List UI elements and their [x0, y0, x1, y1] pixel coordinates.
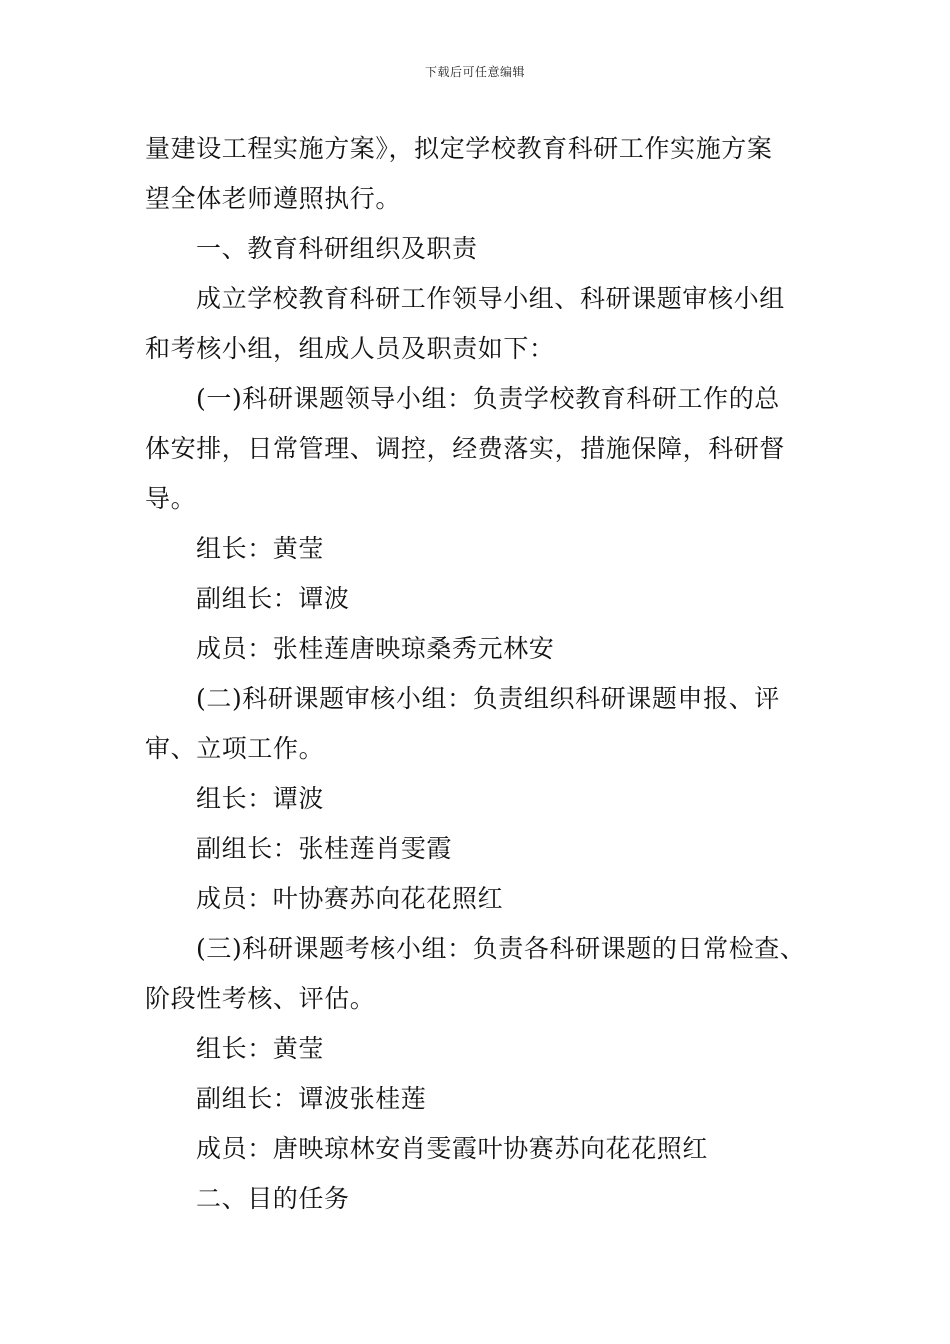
member-line: 成员：叶协赛苏向花花照红 [196, 884, 504, 913]
document-body [145, 124, 825, 1224]
member-line: 副组长：谭波张桂莲 [196, 1084, 427, 1113]
member-line: 成员：唐映琼林安肖雯霞叶协赛苏向花花照红 [196, 1134, 709, 1163]
paragraph-line: 导。 [145, 484, 197, 513]
paragraph-line: 和考核小组，组成人员及职责如下： [145, 334, 555, 363]
member-line: 副组长：张桂莲肖雯霞 [196, 834, 453, 863]
paragraph-line: 望全体老师遵照执行。 [145, 184, 402, 213]
paragraph-line: 审、立项工作。 [145, 734, 325, 763]
member-line: 成员：张桂莲唐映琼桑秀元林安 [196, 634, 555, 663]
subsection-line: (一)科研课题领导小组：负责学校教育科研工作的总 [196, 384, 780, 413]
section-heading: 一、教育科研组织及职责 [196, 234, 478, 263]
subsection-line: (三)科研课题考核小组：负责各科研课题的日常检查、 [196, 934, 806, 963]
member-line: 组长：黄莹 [196, 1034, 325, 1063]
member-line: 副组长：谭波 [196, 584, 350, 613]
paragraph-line: 体安排，日常管理、调控，经费落实，措施保障，科研督 [145, 434, 786, 463]
page-header-note: 下载后可任意编辑 [424, 65, 525, 79]
section-heading: 二、目的任务 [196, 1184, 350, 1213]
member-line: 组长：谭波 [196, 784, 325, 813]
subsection-line: (二)科研课题审核小组：负责组织科研课题申报、评 [196, 684, 780, 713]
paragraph-line: 阶段性考核、评估。 [145, 984, 376, 1013]
member-line: 组长：黄莹 [196, 534, 325, 563]
paragraph-line: 成立学校教育科研工作领导小组、科研课题审核小组 [196, 284, 785, 313]
paragraph-line: 量建设工程实施方案》，拟定学校教育科研工作实施方案 [145, 134, 773, 163]
